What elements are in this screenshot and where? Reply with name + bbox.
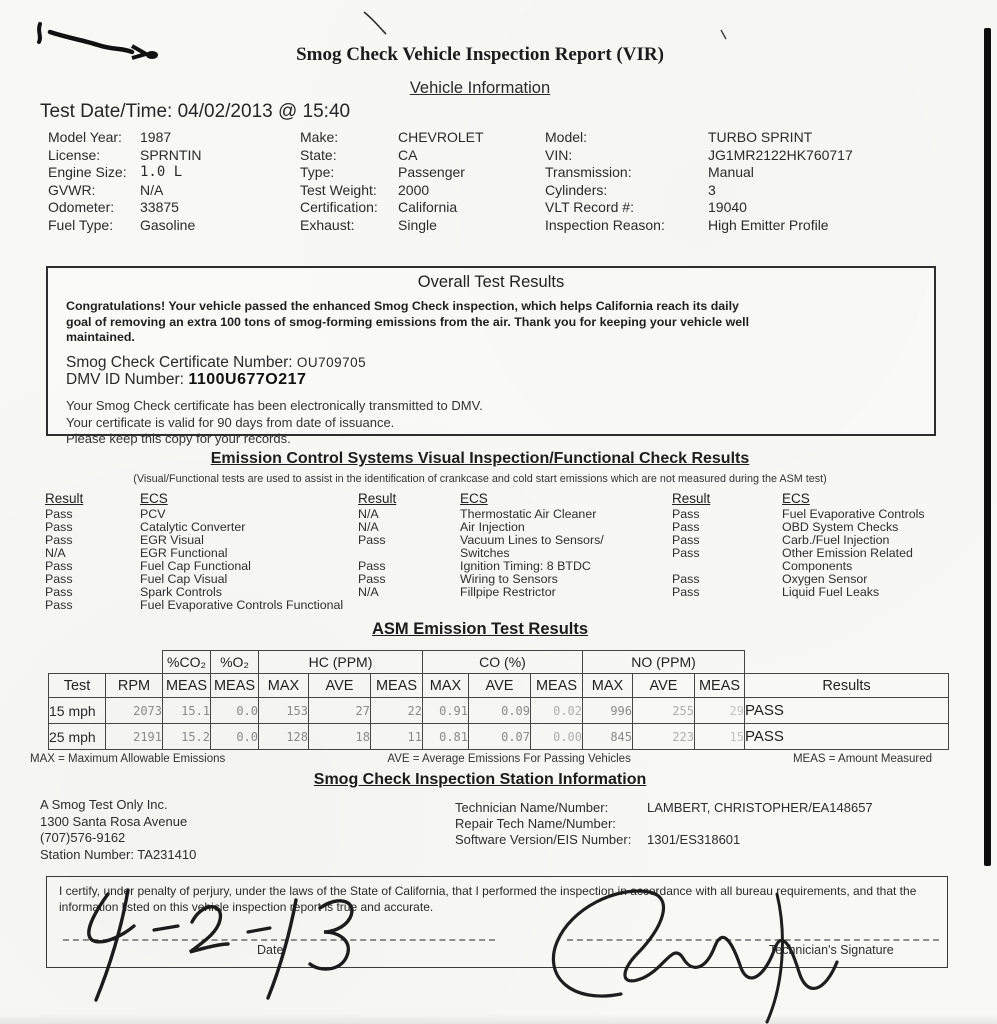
field-label: Fuel Type: (48, 216, 114, 233)
asm-col-header: AVE (633, 674, 695, 698)
asm-results-table (48, 650, 949, 750)
asm-row-15mph (49, 698, 949, 724)
ecs-result: N/A (358, 507, 379, 521)
field-label: Engine Size: (48, 164, 127, 180)
ecs-result: Pass (45, 533, 73, 547)
ecs-item: Fuel Cap Visual (140, 572, 228, 586)
asm-cell: 996 (583, 698, 633, 724)
asm-col-header: MEAS (371, 674, 423, 698)
ecs-section-title: Emission Control Systems Visual Inspection/Functional Check Results (210, 450, 750, 467)
asm-header-spacer (49, 651, 163, 674)
field-label: State: (300, 146, 337, 163)
field-value: SPRNTIN (140, 146, 202, 163)
scan-edge-bar-artifact (984, 28, 991, 866)
vehicle-information-label: Vehicle Information (409, 79, 551, 97)
asm-col-header: MEAS (163, 674, 211, 698)
ecs-item: Spark Controls (140, 585, 222, 599)
ecs-result: Pass (672, 520, 700, 534)
field-label: GVWR: (48, 181, 96, 198)
ecs-item: EGR Visual (140, 533, 204, 547)
asm-cell: 22 (371, 698, 423, 724)
asm-cell: 0.07 (469, 724, 531, 750)
field-value: 1987 (140, 129, 172, 145)
asm-col-header: MAX (583, 674, 633, 698)
field-value: CA (398, 146, 418, 163)
document-title: Smog Check Vehicle Inspection Report (VIR) (296, 44, 664, 65)
ecs-group-3 (672, 491, 972, 599)
ecs-row (358, 586, 666, 599)
ecs-item: Wiring to Sensors (460, 572, 558, 586)
field-label: Technician Name/Number: (455, 800, 609, 815)
field-value: Manual (708, 164, 754, 180)
asm-header-co2: %CO₂ (163, 651, 211, 674)
software-version-row (455, 832, 873, 848)
ecs-item: EGR Functional (140, 546, 228, 560)
asm-cell: 0.09 (469, 698, 531, 724)
field-label: Model Year: (48, 129, 122, 145)
field-label: Odometer: (48, 199, 115, 215)
speck-artifact (718, 28, 730, 42)
asm-cell: 128 (259, 724, 309, 750)
field-value: TURBO SPRINT (708, 129, 813, 145)
field-value: 1301/ES318601 (647, 832, 741, 847)
ecs-result: Pass (672, 533, 700, 547)
certificate-number-label: Smog Check Certificate Number: (66, 353, 297, 371)
asm-header-co: CO (%) (423, 651, 583, 674)
field-value: 3 (708, 181, 716, 198)
field-label: Software Version/EIS Number: (455, 832, 632, 847)
ecs-item: Fillpipe Restrictor (460, 585, 556, 599)
ecs-item: Thermostatic Air Cleaner (460, 507, 597, 521)
station-street: 1300 Santa Rosa Avenue (40, 813, 188, 829)
asm-cell: 2073 (106, 698, 163, 724)
vehicle-info-col1 (48, 129, 201, 234)
ecs-result: Pass (45, 559, 73, 573)
field-value: 19040 (708, 199, 747, 215)
vehicle-field (48, 182, 201, 200)
asm-row-25mph (49, 724, 949, 750)
vehicle-field (300, 182, 484, 200)
asm-header-spacer (745, 651, 949, 674)
certification-statement: I certify, under penalty of perjury, under the laws of the State of California, that I performed the inspection in accordance with all bureau requirements, and that the information listed on this vehicle inspection report is true and accurate. (59, 884, 917, 914)
ecs-result: Pass (45, 520, 73, 534)
ecs-result: Pass (672, 572, 700, 586)
field-label: Transmission: (545, 164, 632, 180)
ecs-group-header (672, 491, 972, 506)
ecs-row (672, 547, 972, 573)
station-name: A Smog Test Only Inc. (40, 797, 168, 812)
ecs-result: N/A (358, 520, 379, 534)
overall-test-results-box (46, 266, 936, 446)
field-label: Inspection Reason: (545, 216, 665, 233)
vehicle-info-col2 (300, 129, 484, 234)
asm-legend (30, 753, 932, 765)
field-label: Certification: (300, 199, 378, 215)
vehicle-field (545, 147, 853, 165)
vehicle-field (545, 164, 853, 182)
asm-cell: 15 mph (49, 698, 106, 724)
certificate-number-value: OU709705 (296, 354, 367, 370)
ecs-item: Other Emission Related Components (782, 546, 913, 573)
vehicle-field (48, 129, 201, 147)
asm-section-title: ASM Emission Test Results (371, 620, 589, 638)
field-value: JG1MR2122HK760717 (708, 146, 853, 163)
asm-cell: 11 (371, 724, 423, 750)
field-value: 33875 (140, 199, 179, 215)
ecs-item: Liquid Fuel Leaks (782, 585, 880, 599)
asm-result-cell: PASS (745, 724, 949, 750)
vehicle-info-col3 (545, 129, 853, 234)
ecs-result: Pass (358, 559, 386, 573)
station-number: Station Number: TA231410 (40, 846, 197, 862)
asm-col-header: Test (49, 674, 106, 698)
asm-cell: 845 (583, 724, 633, 750)
asm-cell: 15.2 (163, 724, 211, 750)
ecs-item: Catalytic Converter (140, 520, 246, 534)
asm-col-header: MAX (423, 674, 469, 698)
dmv-id-label: DMV ID Number: (66, 371, 189, 388)
date-label: Date (257, 943, 284, 957)
note-line: Your Smog Check certificate has been electronically transmitted to DMV. (66, 398, 483, 413)
ecs-result: Pass (672, 546, 700, 560)
asm-cell: 0.81 (423, 724, 469, 750)
vehicle-field (545, 217, 853, 235)
field-value: California (398, 199, 458, 215)
ecs-group-header (45, 491, 350, 506)
field-value: N/A (140, 181, 164, 198)
technician-signature-label: Technician's Signature (769, 943, 894, 957)
ecs-result: Pass (358, 572, 386, 586)
repair-tech-row (455, 816, 873, 832)
ecs-group-2 (358, 491, 666, 599)
technician-row (455, 800, 873, 816)
asm-col-header: RPM (106, 674, 163, 698)
field-value: Gasoline (140, 216, 196, 233)
ecs-item: Fuel Evaporative Controls Functional (140, 598, 344, 612)
result-header: Result (672, 491, 711, 506)
vehicle-field (48, 199, 201, 217)
station-phone: (707)576-9162 (40, 830, 126, 845)
asm-result-cell: PASS (745, 698, 949, 724)
ecs-item: PCV (140, 507, 166, 521)
congratulations-text: Congratulations! Your vehicle passed the enhanced Smog Check inspection, which helps California reach its daily goal of removing an extra 100 tons of smog-forming emissions from the air. Thank you for keeping your vehicle well maintained. (66, 299, 750, 344)
vehicle-field (545, 129, 853, 147)
ecs-row (672, 586, 972, 599)
asm-cell: 0.91 (423, 698, 469, 724)
ecs-row (45, 599, 350, 612)
field-value: CHEVROLET (398, 129, 484, 145)
ecs-result: Pass (672, 585, 700, 599)
field-label: Cylinders: (545, 181, 608, 198)
asm-cell: 27 (309, 698, 371, 724)
field-value: 1.0 L (140, 164, 183, 180)
field-value: 2000 (398, 181, 430, 198)
ecs-group-1 (45, 491, 350, 612)
result-header: Result (45, 491, 84, 506)
vehicle-field (48, 164, 201, 182)
vehicle-field (300, 217, 484, 235)
certificate-notes (66, 398, 934, 448)
asm-cell: 223 (633, 724, 695, 750)
ecs-item: Vacuum Lines to Sensors/ Switches (460, 533, 604, 560)
asm-cell: 0.0 (211, 724, 259, 750)
vehicle-field (300, 199, 484, 217)
asm-cell: 2191 (106, 724, 163, 750)
field-label: VLT Record #: (545, 199, 634, 215)
ecs-result: Pass (45, 572, 73, 586)
field-label: Make: (300, 129, 339, 145)
asm-cell: 0.00 (531, 724, 583, 750)
ecs-header: ECS (140, 491, 168, 506)
asm-cell: 18 (309, 724, 371, 750)
legend-max: MAX = Maximum Allowable Emissions (30, 753, 226, 765)
ecs-item: Carb./Fuel Injection (782, 533, 890, 547)
field-label: VIN: (545, 146, 573, 163)
ecs-row (358, 534, 666, 560)
field-value: Passenger (398, 164, 465, 180)
asm-cell: 25 mph (49, 724, 106, 750)
asm-header-no: NO (PPM) (583, 651, 745, 674)
ecs-result: N/A (45, 546, 66, 560)
asm-cell: 15 (695, 724, 745, 750)
asm-col-header: MEAS (531, 674, 583, 698)
field-value: Single (398, 216, 437, 233)
asm-header-hc: HC (PPM) (259, 651, 423, 674)
vehicle-field (545, 199, 853, 217)
asm-cell: 15.1 (163, 698, 211, 724)
ecs-item: OBD System Checks (782, 520, 899, 534)
handwritten-date (62, 886, 412, 1004)
ecs-section-subtitle: (Visual/Functional tests are used to assist in the identification of crankcase and cold start emissions which are not measured during the ASM test) (133, 473, 827, 485)
asm-cell: 0.0 (211, 698, 259, 724)
pen-slash-artifact (360, 10, 400, 36)
field-value: LAMBERT, CHRISTOPHER/EA148657 (647, 800, 873, 815)
asm-header-o2: %O₂ (211, 651, 259, 674)
vehicle-field (300, 129, 484, 147)
note-line: Your certificate is valid for 90 days from date of issuance. (66, 414, 395, 430)
asm-col-header: MEAS (695, 674, 745, 698)
ecs-result: N/A (358, 585, 379, 599)
ecs-result: Pass (358, 533, 386, 547)
asm-cell: 29 (695, 698, 745, 724)
test-datetime: Test Date/Time: 04/02/2013 @ 15:40 (40, 101, 351, 122)
field-value: High Emitter Profile (708, 216, 829, 233)
ecs-header: ECS (460, 491, 488, 506)
asm-cell: 255 (633, 698, 695, 724)
asm-group-header-row (49, 651, 949, 674)
field-label: Test Weight: (300, 181, 377, 198)
station-address-block (40, 797, 196, 863)
dmv-id-value: 1100U677O217 (188, 371, 307, 388)
ecs-item: Fuel Evaporative Controls (782, 507, 925, 521)
station-personnel-block (455, 800, 873, 848)
ecs-item: Fuel Cap Functional (140, 559, 251, 573)
legend-ave: AVE = Average Emissions For Passing Vehicles (387, 753, 631, 765)
ecs-result: Pass (45, 598, 73, 612)
ecs-result: Pass (45, 507, 73, 521)
ecs-result: Pass (672, 507, 700, 521)
field-label: License: (48, 146, 101, 163)
legend-meas: MEAS = Amount Measured (792, 753, 932, 765)
asm-sub-header-row (49, 674, 949, 698)
field-label: Model: (545, 129, 588, 145)
asm-col-header: AVE (469, 674, 531, 698)
ecs-item: Air Injection (460, 520, 525, 534)
asm-col-header: MAX (259, 674, 309, 698)
vehicle-field (300, 164, 484, 182)
vehicle-field (48, 147, 201, 165)
asm-col-header: Results (745, 674, 949, 698)
result-header: Result (358, 491, 397, 506)
note-line: Please keep this copy for your records. (66, 431, 291, 446)
vehicle-field (48, 217, 201, 235)
ecs-group-header (358, 491, 666, 506)
field-label: Exhaust: (300, 216, 355, 233)
technician-signature (525, 876, 955, 1024)
ecs-item: Oxygen Sensor (782, 572, 868, 586)
asm-col-header: AVE (309, 674, 371, 698)
vehicle-field (300, 147, 484, 165)
asm-cell: 0.02 (531, 698, 583, 724)
vehicle-information-heading (0, 79, 960, 98)
field-label: Type: (300, 164, 335, 180)
ecs-header: ECS (782, 491, 810, 506)
vehicle-field (545, 182, 853, 200)
ecs-result: Pass (45, 585, 73, 599)
station-section-title: Smog Check Inspection Station Information (313, 771, 647, 788)
dmv-id-line (66, 371, 934, 389)
overall-results-title: Overall Test Results (417, 273, 565, 291)
field-label: Repair Tech Name/Number: (455, 816, 616, 831)
asm-col-header: MEAS (211, 674, 259, 698)
ecs-item: Ignition Timing: 8 BTDC (460, 559, 591, 573)
certificate-number-line (66, 355, 934, 372)
asm-cell: 153 (259, 698, 309, 724)
